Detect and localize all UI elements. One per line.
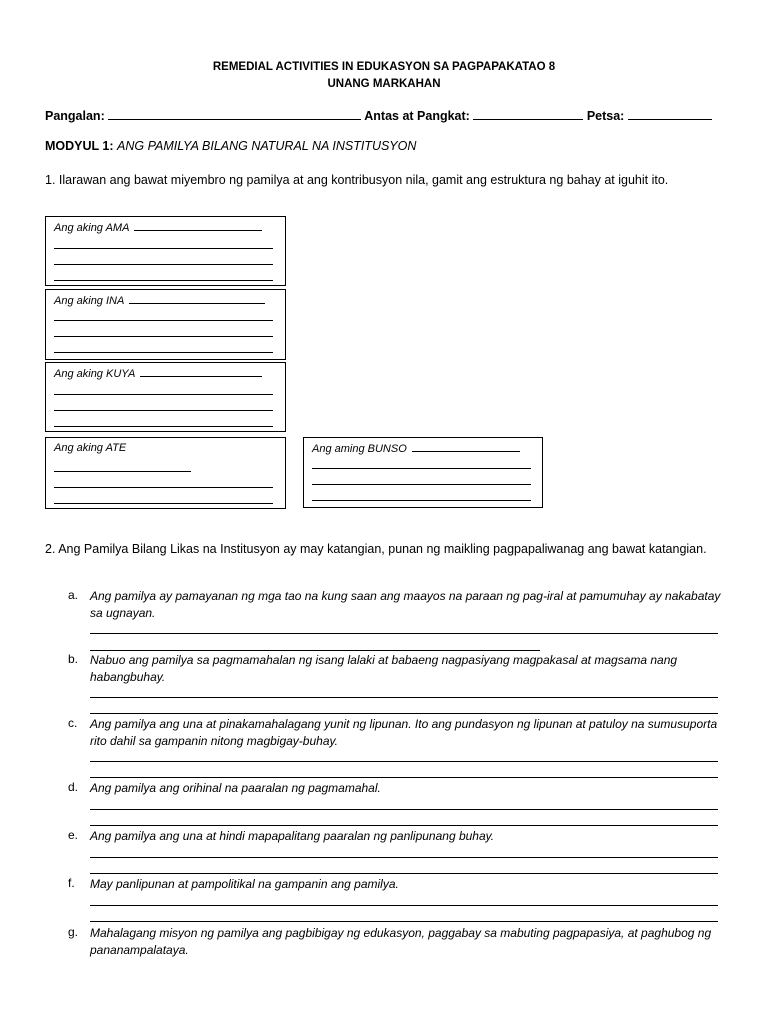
answer-line[interactable] bbox=[312, 500, 531, 501]
name-field[interactable] bbox=[108, 108, 361, 120]
answer-line[interactable] bbox=[129, 294, 265, 304]
item-statement: Ang pamilya ay pamayanan ng mga tao na kung saan ang maayos na paraan ng pag-iral at pamumuhay ay nakabatay sa ugnayan. bbox=[90, 589, 721, 620]
answer-line[interactable] bbox=[90, 761, 718, 762]
answer-line[interactable] bbox=[54, 248, 273, 249]
family-box-older-sister bbox=[45, 437, 286, 509]
answer-line[interactable] bbox=[90, 633, 718, 634]
answer-line[interactable] bbox=[412, 442, 520, 452]
date-label: Petsa: bbox=[586, 109, 625, 123]
worksheet-title: REMEDIAL ACTIVITIES IN EDUKASYON SA PAGPAPAKATAO 8 bbox=[212, 61, 556, 73]
answer-line[interactable] bbox=[134, 221, 262, 231]
answer-line[interactable] bbox=[54, 264, 273, 265]
answer-line[interactable] bbox=[54, 336, 273, 337]
answer-line[interactable] bbox=[90, 777, 718, 778]
family-box-youngest bbox=[303, 437, 543, 508]
item-letter: e. bbox=[68, 828, 79, 842]
answer-line[interactable] bbox=[312, 468, 531, 469]
item-letter: d. bbox=[68, 780, 79, 794]
date-field[interactable] bbox=[628, 108, 712, 120]
box-label-text: Ang aking AMA bbox=[54, 222, 130, 234]
box-label-text: Ang aking KUYA bbox=[54, 368, 135, 380]
answer-line[interactable] bbox=[312, 484, 531, 485]
answer-line[interactable] bbox=[140, 367, 262, 377]
box-label-text: Ang aking INA bbox=[54, 295, 124, 307]
item-statement: Ang pamilya ang orihinal na paaralan ng pagmamahal. bbox=[90, 781, 381, 795]
module-title: ANG PAMILYA BILANG NATURAL NA INSTITUSYON bbox=[117, 139, 417, 153]
item-statement: May panlipunan at pampolitikal na gampanin ang pamilya. bbox=[90, 877, 399, 891]
answer-line[interactable] bbox=[54, 471, 191, 472]
grade-section-field[interactable] bbox=[473, 108, 583, 120]
question-2-prompt: 2. Ang Pamilya Bilang Likas na Institusyon ay may katangian, punan ng maikling pagpapaliwanag ang bawat katangian. bbox=[45, 542, 707, 556]
box-label bbox=[54, 221, 262, 234]
student-info-row bbox=[45, 108, 725, 123]
box-label bbox=[54, 442, 126, 454]
item-letter: g. bbox=[68, 925, 79, 939]
item-statement: Ang pamilya ang una at pinakamahalagang yunit ng lipunan. Ito ang pundasyon ng lipunan at patuloy na sumusuporta rito dahil sa gampanin nitong magbigay-buhay. bbox=[90, 717, 718, 748]
answer-line[interactable] bbox=[90, 713, 718, 714]
answer-line[interactable] bbox=[90, 921, 718, 922]
family-box-father bbox=[45, 216, 286, 286]
answer-line[interactable] bbox=[90, 905, 718, 906]
answer-line[interactable] bbox=[54, 352, 273, 353]
item-statement: Ang pamilya ang una at hindi mapapalitang paaralan ng panlipunang buhay. bbox=[90, 829, 495, 843]
box-label-text: Ang aking ATE bbox=[54, 442, 127, 454]
module-label: MODYUL 1: bbox=[45, 139, 114, 153]
answer-line[interactable] bbox=[90, 825, 718, 826]
item-statement: Nabuo ang pamilya sa pagmamahalan ng isang lalaki at babaeng nagpasiyang magpakasal at magsama nang habangbuhay. bbox=[90, 653, 678, 684]
answer-line[interactable] bbox=[90, 697, 718, 698]
box-label bbox=[312, 442, 520, 455]
module-heading bbox=[45, 139, 416, 153]
item-letter: c. bbox=[68, 716, 78, 730]
answer-line[interactable] bbox=[54, 503, 273, 504]
answer-line[interactable] bbox=[54, 487, 273, 488]
answer-line[interactable] bbox=[90, 650, 540, 651]
box-label-text: Ang aming BUNSO bbox=[312, 443, 407, 455]
answer-line[interactable] bbox=[54, 410, 273, 411]
answer-line[interactable] bbox=[54, 426, 273, 427]
item-letter: f. bbox=[68, 876, 75, 890]
item-statement: Mahalagang misyon ng pamilya ang pagbibigay ng edukasyon, paggabay sa mabuting pagpapasiya, at paghubog ng pananampalataya. bbox=[90, 926, 712, 957]
answer-line[interactable] bbox=[54, 320, 273, 321]
answer-line[interactable] bbox=[90, 873, 718, 874]
answer-line[interactable] bbox=[90, 857, 718, 858]
worksheet-subtitle: UNANG MARKAHAN bbox=[327, 78, 441, 90]
box-label bbox=[54, 294, 265, 307]
question-1-prompt: 1. Ilarawan ang bawat miyembro ng pamilya at ang kontribusyon nila, gamit ang estruktura ng bahay at iguhit ito. bbox=[45, 173, 669, 187]
box-label bbox=[54, 367, 262, 380]
item-letter: a. bbox=[68, 588, 79, 602]
item-letter: b. bbox=[68, 652, 79, 666]
answer-line[interactable] bbox=[54, 394, 273, 395]
family-box-mother bbox=[45, 289, 286, 360]
name-label: Pangalan: bbox=[45, 109, 105, 123]
grade-section-label: Antas at Pangkat: bbox=[364, 109, 470, 123]
answer-line[interactable] bbox=[90, 809, 718, 810]
family-box-older-brother bbox=[45, 362, 286, 432]
answer-line[interactable] bbox=[54, 280, 273, 281]
